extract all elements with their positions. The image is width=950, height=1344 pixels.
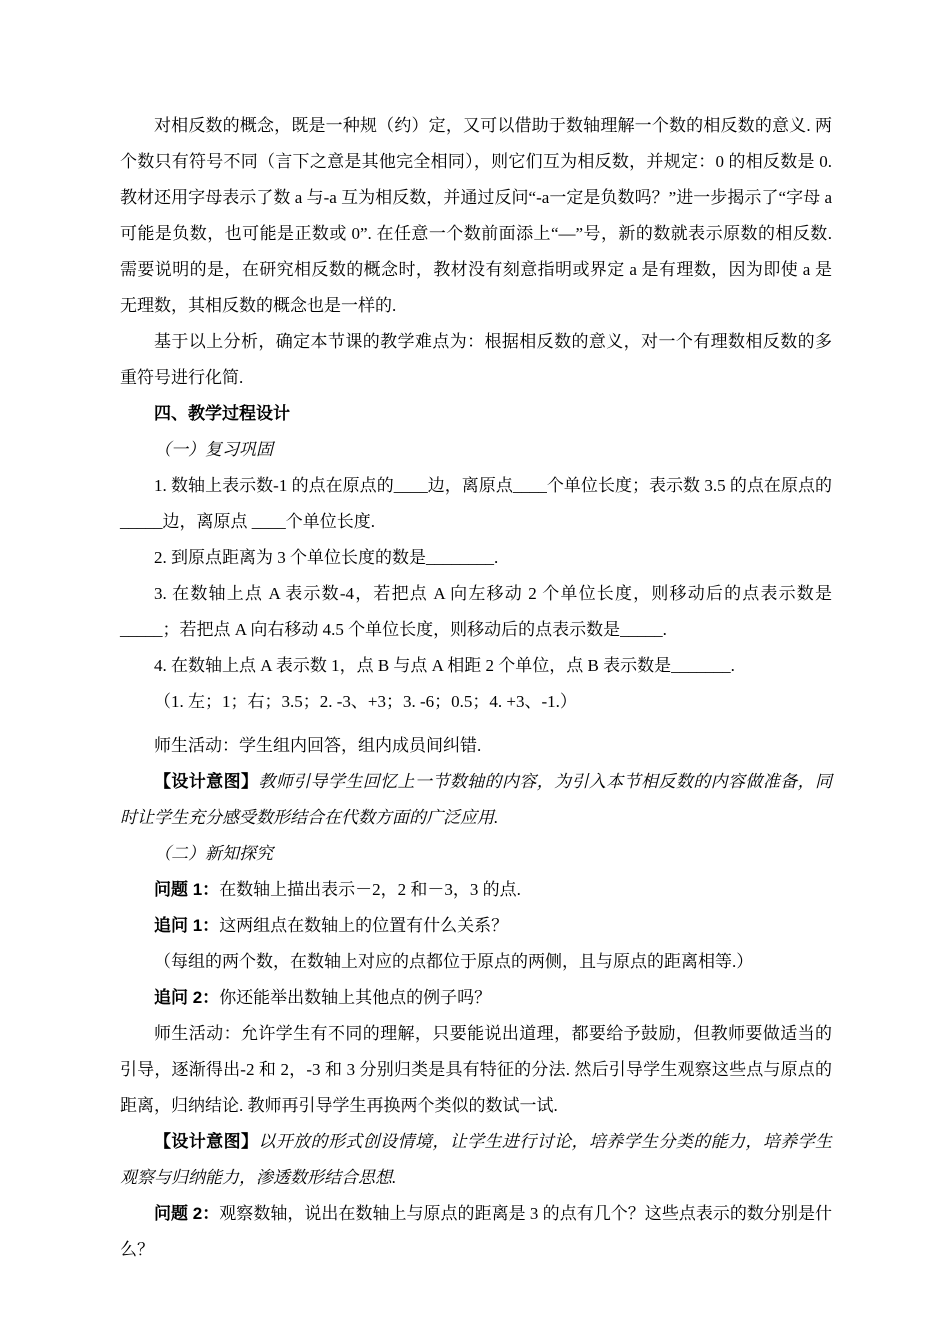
problem-2-label: 问题 2： (154, 1204, 220, 1223)
follow-up-question-1 (120, 908, 832, 944)
section-heading-teaching-process: 四、教学过程设计 (154, 404, 290, 423)
review-item-2: 2. 到原点距离为 3 个单位长度的数是________. (154, 548, 499, 567)
review-answers: （1. 左；1；右；3.5；2. -3、+3；3. -6；0.5；4. +3、-1.） (154, 692, 577, 711)
teacher-student-activity-1: 师生活动：学生组内回答，组内成员间纠错. (154, 736, 482, 755)
design-intent-1 (120, 764, 832, 836)
follow-up-question-2 (120, 980, 832, 1016)
design-intent-2-label: 【设计意图】 (154, 1132, 259, 1151)
follow-up-question-2-label: 追问 2： (154, 988, 220, 1007)
follow-up-question-1-text: 这两组点在数轴上的位置有什么关系？ (219, 916, 509, 935)
subsection-heading-review: （一）复习巩固 (154, 440, 273, 459)
paragraph-teaching-difficulty: 基于以上分析，确定本节课的教学难点为：根据相反数的意义，对一个有理数相反数的多重符号进行化简. (120, 332, 832, 387)
teacher-student-activity-2: 师生活动：允许学生有不同的理解，只要能说出道理，都要给予鼓励，但教师要做适当的引导，逐渐得出-2 和 2，-3 和 3 分别归类是具有特征的分法. 然后引导学生观察这些点与原点的距离，归纳结论. 教师再引导学生再换两个类似的数试一试. (120, 1024, 832, 1115)
problem-1-label: 问题 1： (154, 880, 220, 899)
design-intent-1-text: 教师引导学生回忆上一节数轴的内容，为引入本节相反数的内容做准备，同时让学生充分感受数形结合在代数方面的广泛应用. (120, 772, 833, 827)
follow-up-answer-note: （每组的两个数，在数轴上对应的点都位于原点的两侧，且与原点的距离相等.） (154, 952, 754, 971)
review-item-4: 4. 在数轴上点 A 表示数 1，点 B 与点 A 相距 2 个单位，点 B 表示数是_______. (154, 656, 735, 675)
review-item-3: 3. 在数轴上点 A 表示数-4，若把点 A 向左移动 2 个单位长度，则移动后的点表示数是_____；若把点 A 向右移动 4.5 个单位长度，则移动后的点表示数是_____. (120, 584, 832, 639)
review-item-1: 1. 数轴上表示数-1 的点在原点的____边，离原点____个单位长度；表示数 3.5 的点在原点的_____边，离原点 ____个单位长度. (120, 476, 832, 531)
design-intent-2 (120, 1124, 832, 1196)
intro-paragraph-opposite-number-concept: 对相反数的概念，既是一种规（约）定，又可以借助于数轴理解一个数的相反数的意义. 两个数只有符号不同（言下之意是其他完全相同），则它们互为相反数，并规定：0 的相反数是 0. 教材还用字母表示了数 a 与-a 互为相反数，并通过反问“-a一定是负数吗？”进一步揭示了“字母 a 可能是负数，也可能是正数或 0”. 在任意一个数前面添上“—”号，新的数就表示原数的相反数. 需要说明的是，在研究相反数的概念时，教材没有刻意指明或界定 a 是有理数，因为即使 a 是无理数，其相反数的概念也是一样的. (120, 116, 832, 315)
problem-2-text: 观察数轴，说出在数轴上与原点的距离是 3 的点有几个？这些点表示的数分别是什么？ (120, 1204, 832, 1259)
follow-up-question-1-label: 追问 1： (154, 916, 220, 935)
design-intent-1-label: 【设计意图】 (154, 772, 259, 791)
problem-2 (120, 1196, 832, 1268)
subsection-heading-new-knowledge: （二）新知探究 (154, 844, 273, 863)
problem-1-text: 在数轴上描出表示－2，2 和－3，3 的点. (219, 880, 521, 899)
design-intent-2-text: 以开放的形式创设情境，让学生进行讨论，培养学生分类的能力，培养学生观察与归纳能力，渗透数形结合思想. (120, 1132, 833, 1187)
problem-1 (120, 872, 832, 908)
follow-up-question-2-text: 你还能举出数轴上其他点的例子吗？ (219, 988, 492, 1007)
